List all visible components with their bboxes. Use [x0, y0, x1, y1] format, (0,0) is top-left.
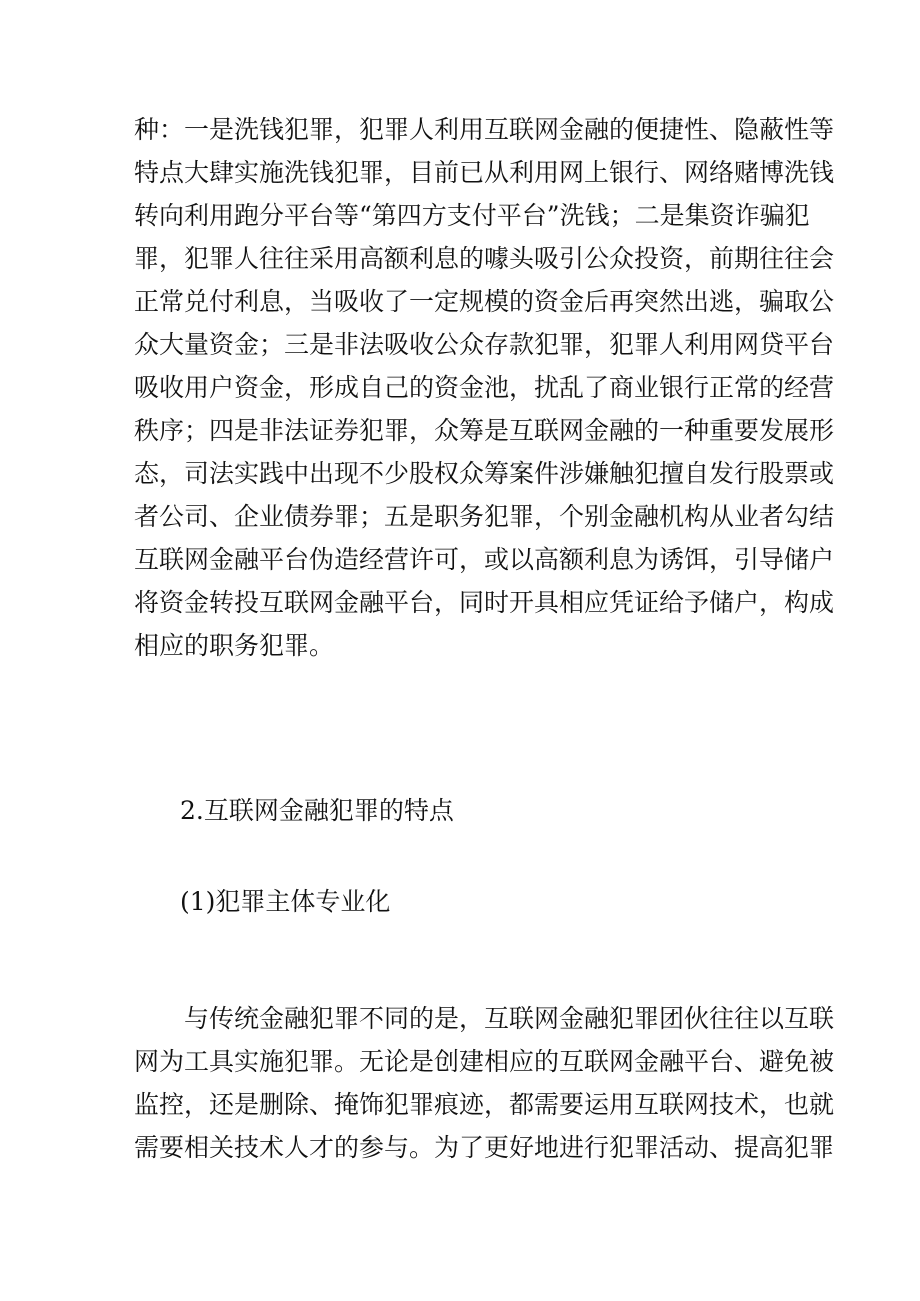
text-line: 将资金转投互联网金融平台，同时开具相应凭证给予储户，构成 [134, 588, 835, 617]
text-line: 众大量资金；三是非法吸收公众存款犯罪，犯罪人利用网贷平台 [134, 330, 835, 359]
text-line: 种：一是洗钱犯罪，犯罪人利用互联网金融的便捷性、隐蔽性等 [134, 115, 835, 144]
text-line: 秩序；四是非法证券犯罪，众筹是互联网金融的一种重要发展形 [134, 416, 835, 445]
text-line: 互联网金融平台伪造经营许可，或以高额利息为诱饵，引导储户 [134, 545, 835, 574]
text-line: 态，司法实践中出现不少股权众筹案件涉嫌触犯擅自发行股票或 [134, 459, 835, 488]
text-line: 监控，还是删除、掩饰犯罪痕迹，都需要运用互联网技术，也就 [134, 1090, 835, 1119]
text-line: 相应的职务犯罪。 [134, 631, 335, 660]
text-line: 正常兑付利息，当吸收了一定规模的资金后再突然出逃，骗取公 [134, 287, 835, 316]
subsection-heading: (1)犯罪主体专业化 [180, 887, 391, 916]
section-heading: 2.互联网金融犯罪的特点 [180, 796, 454, 825]
paragraph-professional-subjects [134, 997, 835, 1169]
text-line: 转向利用跑分平台等“第四方支付平台”洗钱；二是集资诈骗犯 [134, 201, 810, 230]
text-line: 罪，犯罪人往往采用高额利息的噱头吸引公众投资，前期往往会 [134, 244, 835, 273]
text-line: 与传统金融犯罪不同的是，互联网金融犯罪团伙往往以互联 [184, 1004, 835, 1033]
text-line: 网为工具实施犯罪。无论是创建相应的互联网金融平台、避免被 [134, 1047, 835, 1076]
text-line: 吸收用户资金，形成自己的资金池，扰乱了商业银行正常的经营 [134, 373, 835, 402]
paragraph-crime-types [134, 108, 835, 667]
text-line: 特点大肆实施洗钱犯罪，目前已从利用网上银行、网络赌博洗钱 [134, 158, 835, 187]
text-line: 者公司、企业债券罪；五是职务犯罪，个别金融机构从业者勾结 [134, 502, 835, 531]
text-line: 需要相关技术人才的参与。为了更好地进行犯罪活动、提高犯罪 [134, 1133, 835, 1162]
